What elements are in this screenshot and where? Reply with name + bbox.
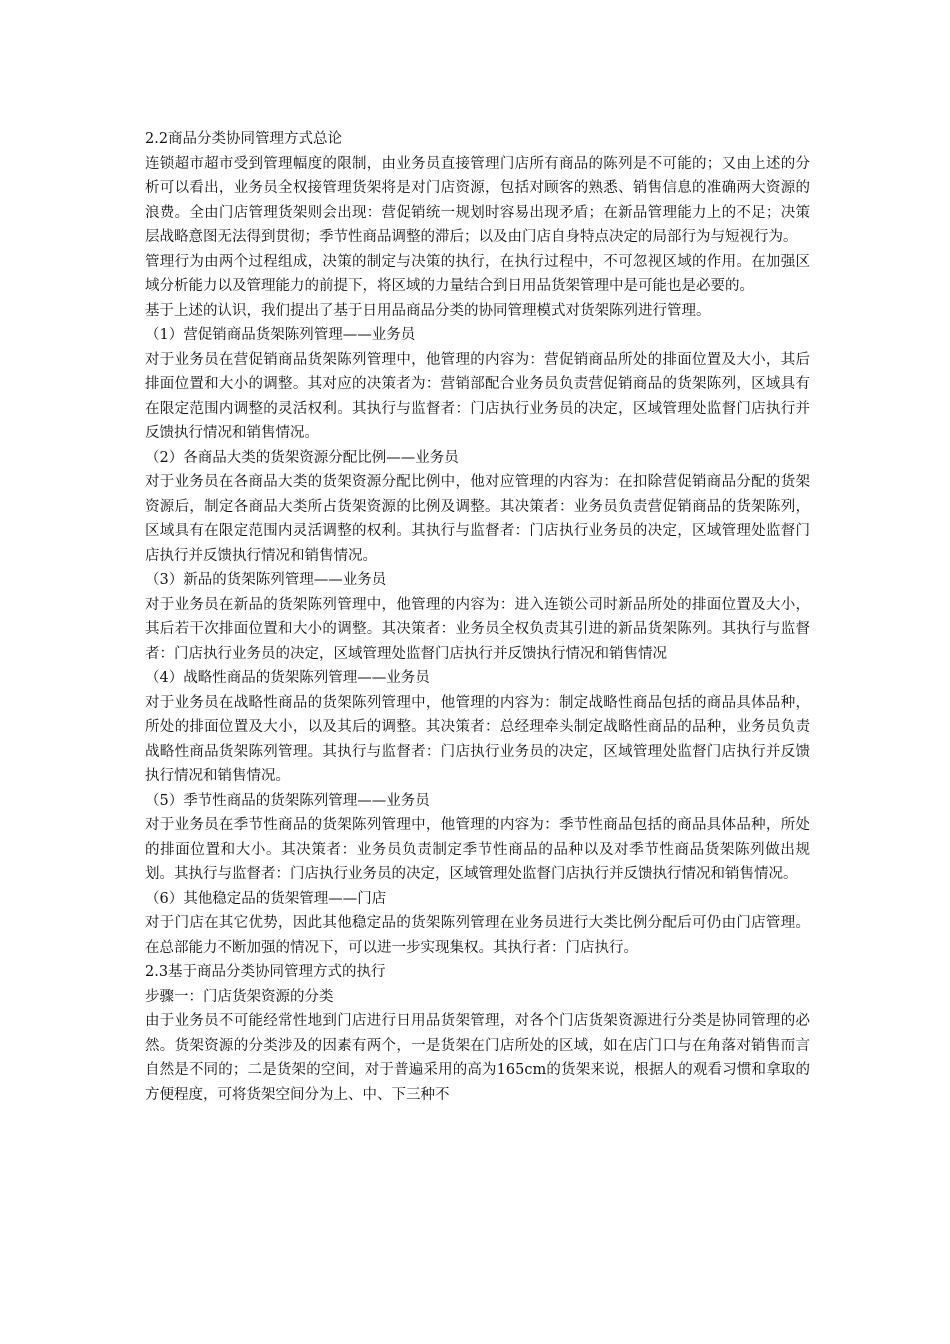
paragraph: 连锁超市超市受到管理幅度的限制，由业务员直接管理门店所有商品的陈列是不可能的；又由上述的分析可以看出，业务员全权接管理货架将是对门店资源，包括对顾客的熟悉、销售信息的准确两大资源的浪费。全由门店管理货架则会出现：营促销统一规划时容易出现矛盾；在新品管理能力上的不足；决策层战略意图无法得到贯彻；季节性商品调整的滞后；以及由门店自身特点决定的局部行为与短视行为。: [145, 155, 810, 245]
paragraph: 由于业务员不可能经常性地到门店进行日用品货架管理，对各个门店货架资源进行分类是协同管理的必然。货架资源的分类涉及的因素有两个，一是货架在门店所处的区域，如在店门口与在角落对销售而言自然是不同的；二是货架的空间，对于普遍采用的高为165cm的货架来说，根据人的观看习惯和拿取的方便程度，可将货架空间分为上、中、下三种不: [145, 1013, 810, 1103]
paragraph: 管理行为由两个过程组成，决策的制定与决策的执行，在执行过程中，不可忽视区域的作用。在加强区域分析能力以及管理能力的前提下，将区域的力量结合到日用品货架管理中是可能也是必要的。: [145, 253, 810, 294]
list-heading-5: （5）季节性商品的货架陈列管理——业务员: [145, 792, 430, 809]
paragraph: 对于门店在其它优势，因此其他稳定品的货架陈列管理在业务员进行大类比例分配后可仍由门店管理。在总部能力不断加强的情况下，可以进一步实现集权。其执行者：门店执行。: [145, 915, 810, 956]
list-heading-2: （2）各商品大类的货架资源分配比例——业务员: [145, 449, 459, 466]
paragraph: 对于业务员在季节性商品的货架陈列管理中，他管理的内容为：季节性商品包括的商品具体品种，所处的排面位置和大小。其决策者：业务员负责制定季节性商品的品种以及对季节性商品货架陈列做出规划。其执行与监督者：门店执行业务员的决定，区域管理处监督门店执行并反馈执行情况和销售情况。: [145, 817, 810, 882]
paragraph: 对于业务员在营促销商品货架陈列管理中，他管理的内容为：营促销商品所处的排面位置及大小，其后排面位置和大小的调整。其对应的决策者为：营销部配合业务员负责营促销商品的货架陈列，区域具有在限定范围内调整的灵活权利。其执行与监督者：门店执行业务员的决定，区域管理处监督门店执行并反馈执行情况和销售情况。: [145, 351, 810, 441]
list-heading-1: （1）营促销商品货架陈列管理——业务员: [145, 327, 416, 343]
paragraph: 对于业务员在新品的货架陈列管理中，他管理的内容为：进入连锁公司时新品所处的排面位置及大小，其后若干次排面位置和大小的调整。其决策者：业务员全权负责其引进的新品货架陈列。其执行与监督者：门店执行业务员的决定，区域管理处监督门店执行并反馈执行情况和销售情况: [145, 596, 810, 662]
document-body: [145, 127, 810, 1107]
list-heading-6: （6）其他稳定品的货架管理——门店: [145, 890, 387, 907]
paragraph: 对于业务员在各商品大类的货架资源分配比例中，他对应管理的内容为：在扣除营促销商品分配的货架资源后，制定各商品大类所占货架资源的比例及调整。其决策者：业务员负责营促销商品的货架陈列，区域具有在限定范围内灵活调整的权利。其执行与监督者：门店执行业务员的决定，区域管理处监督门店执行并反馈执行情况和销售情况。: [145, 474, 810, 564]
list-heading-4: （4）战略性商品的货架陈列管理——业务员: [145, 670, 430, 686]
paragraph: 对于业务员在战略性商品的货架陈列管理中，他管理的内容为：制定战略性商品包括的商品具体品种，所处的排面位置及大小，以及其后的调整。其决策者：总经理牵头制定战略性商品的品种，业务员负责战略性商品货架陈列管理。其执行与监督者：门店执行业务员的决定，区域管理处监督门店执行并反馈执行情况和销售情况。: [145, 694, 810, 784]
list-heading-3: （3）新品的货架陈列管理——业务员: [145, 572, 387, 588]
paragraph: 基于上述的认识，我们提出了基于日用品商品分类的协同管理模式对货架陈列进行管理。: [145, 302, 711, 319]
section-heading-2-3: 2.3基于商品分类协同管理方式的执行: [145, 964, 386, 980]
section-heading-2-2: 2.2商品分类协同管理方式总论: [145, 131, 343, 147]
step-heading-1: 步骤一：门店货架资源的分类: [145, 988, 334, 1005]
